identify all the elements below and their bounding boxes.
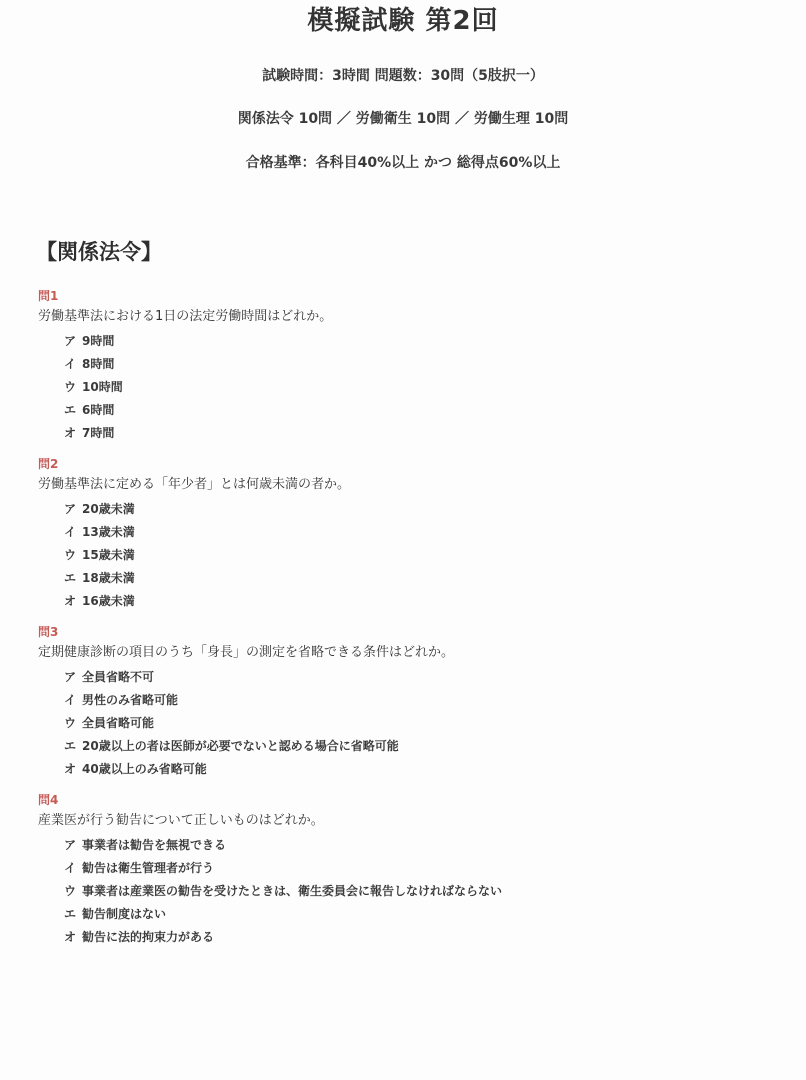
choice-text: 13歳未満 (82, 525, 135, 539)
choice-text: 20歳未満 (82, 502, 135, 516)
choice-item (64, 399, 778, 422)
choice-mark: ア (64, 334, 77, 348)
choice-item (64, 834, 778, 857)
question-block (38, 791, 778, 949)
choice-text: 9時間 (82, 334, 115, 348)
choice-text: 事業者は勧告を無視できる (82, 838, 227, 852)
choice-item (64, 330, 778, 353)
choice-item (64, 735, 778, 758)
question-block (38, 287, 778, 445)
choice-item (64, 498, 778, 521)
choice-item (64, 567, 778, 590)
choice-item (64, 544, 778, 567)
choice-item (64, 689, 778, 712)
choice-text: 全員省略可能 (82, 716, 155, 730)
choice-mark: オ (64, 594, 77, 608)
choice-item (64, 353, 778, 376)
page-title: 模擬試験 第2回 (307, 6, 499, 36)
choice-mark: イ (64, 357, 77, 371)
choice-item (64, 880, 778, 903)
question-block (38, 623, 778, 781)
choice-text: 事業者は産業医の勧告を受けたときは、衛生委員会に報告しなければならない (82, 884, 503, 898)
choice-item (64, 521, 778, 544)
choice-text: 7時間 (82, 426, 115, 440)
choice-mark: エ (64, 739, 77, 753)
exam-info: 試験時間：3時間 問題数：30問（5肢択一） (262, 68, 544, 84)
question-text: 産業医が行う勧告について正しいものはどれか。 (38, 813, 324, 828)
choice-item (64, 758, 778, 781)
choice-item (64, 903, 778, 926)
choice-mark: エ (64, 907, 77, 921)
choice-mark: オ (64, 930, 77, 944)
choice-item (64, 857, 778, 880)
question-number: 問1 (38, 289, 59, 303)
choice-text: 男性のみ省略可能 (82, 693, 179, 707)
question-number: 問3 (38, 625, 59, 639)
choice-mark: イ (64, 693, 77, 707)
choice-mark: エ (64, 403, 77, 417)
passing-criteria: 合格基準：各科目40%以上 かつ 総得点60%以上 (245, 155, 561, 171)
choice-mark: オ (64, 426, 77, 440)
question-number: 問2 (38, 457, 59, 471)
choice-text: 15歳未満 (82, 548, 135, 562)
subject-breakdown: 関係法令 10問 ／ 労働衛生 10問 ／ 労働生理 10問 (237, 111, 569, 127)
choice-mark: ア (64, 838, 77, 852)
choice-item (64, 926, 778, 949)
choice-list (38, 834, 778, 949)
choice-list (38, 498, 778, 613)
question-text: 定期健康診断の項目のうち「身長」の測定を省略できる条件はどれか。 (38, 645, 455, 660)
choice-text: 勧告制度はない (82, 907, 167, 921)
choice-text: 16歳未満 (82, 594, 135, 608)
choice-text: 全員省略不可 (82, 670, 155, 684)
choice-text: 20歳以上の者は医師が必要でないと認める場合に省略可能 (82, 739, 399, 753)
choice-text: 勧告に法的拘束力がある (82, 930, 215, 944)
question-text: 労働基準法における1日の法定労働時間はどれか。 (38, 309, 333, 324)
question-text: 労働基準法に定める「年少者」とは何歳未満の者か。 (38, 477, 351, 492)
choice-item (64, 666, 778, 689)
choice-mark: ウ (64, 716, 77, 730)
question-list (38, 287, 778, 959)
choice-text: 6時間 (82, 403, 115, 417)
choice-mark: ウ (64, 548, 77, 562)
choice-text: 40歳以上のみ省略可能 (82, 762, 207, 776)
choice-text: 8時間 (82, 357, 115, 371)
choice-mark: ウ (64, 884, 77, 898)
choice-item (64, 712, 778, 735)
choice-mark: ア (64, 502, 77, 516)
choice-item (64, 590, 778, 613)
choice-mark: イ (64, 861, 77, 875)
choice-mark: オ (64, 762, 77, 776)
choice-mark: ア (64, 670, 77, 684)
choice-text: 10時間 (82, 380, 123, 394)
choice-mark: イ (64, 525, 77, 539)
choice-mark: ウ (64, 380, 77, 394)
question-block (38, 455, 778, 613)
choice-item (64, 376, 778, 399)
choice-text: 勧告は衛生管理者が行う (82, 861, 215, 875)
question-number: 問4 (38, 793, 59, 807)
choice-list (38, 666, 778, 781)
choice-text: 18歳未満 (82, 571, 135, 585)
choice-item (64, 422, 778, 445)
choice-list (38, 330, 778, 445)
choice-mark: エ (64, 571, 77, 585)
section-title: 【関係法令】 (36, 240, 162, 264)
